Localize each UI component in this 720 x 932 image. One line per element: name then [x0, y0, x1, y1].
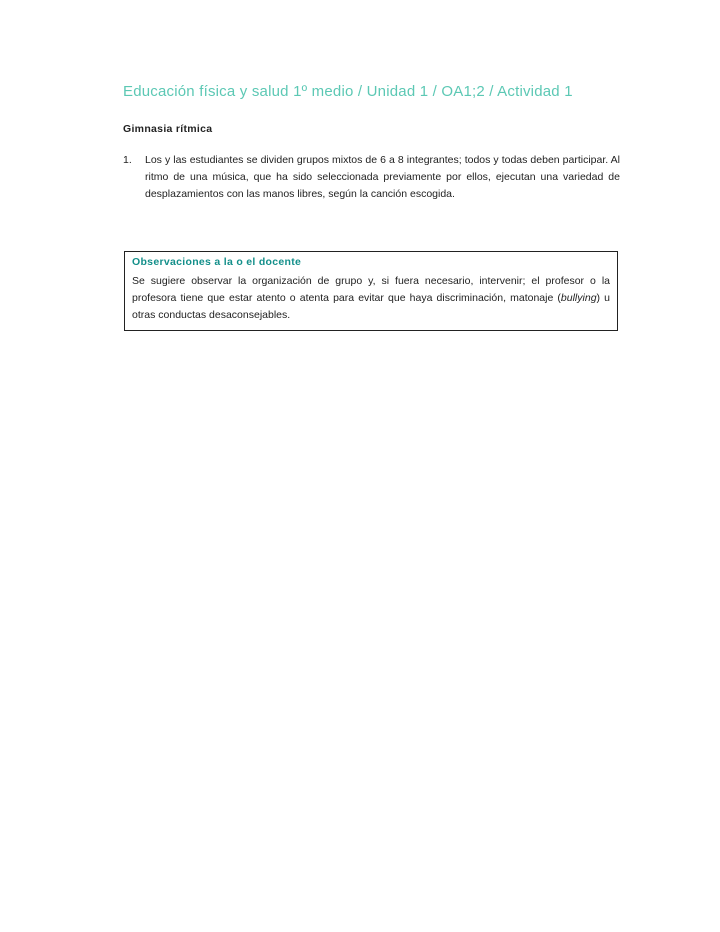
observations-box	[124, 251, 618, 331]
list-text: Los y las estudiantes se dividen grupos mixtos de 6 a 8 integrantes; todos y todas deben participar. Al ritmo de una música, que ha sido seleccionada previamente por ellos, ejecutan una variedad de desplazamientos con las manos libres, según la canción escogida.	[145, 154, 620, 200]
observations-text-italic: bullying	[560, 292, 597, 304]
observations-title: Observaciones a la o el docente	[132, 256, 302, 268]
observations-text-after: ) u otras conductas desaconsejables.	[132, 292, 610, 321]
observations-text-before: Se sugiere observar la organización de grupo y, si fuera necesario, intervenir; el profesor o la profesora tiene que estar atento o atenta para evitar que haya discriminación, matonaje (	[132, 275, 610, 304]
section-title: Gimnasia rítmica	[123, 123, 213, 135]
breadcrumb: Educación física y salud 1º medio / Unidad 1 / OA1;2 / Actividad 1	[123, 83, 573, 100]
observations-text	[132, 273, 610, 324]
list-item	[123, 152, 620, 203]
activity-list	[123, 152, 620, 203]
list-number: 1.	[123, 154, 132, 166]
